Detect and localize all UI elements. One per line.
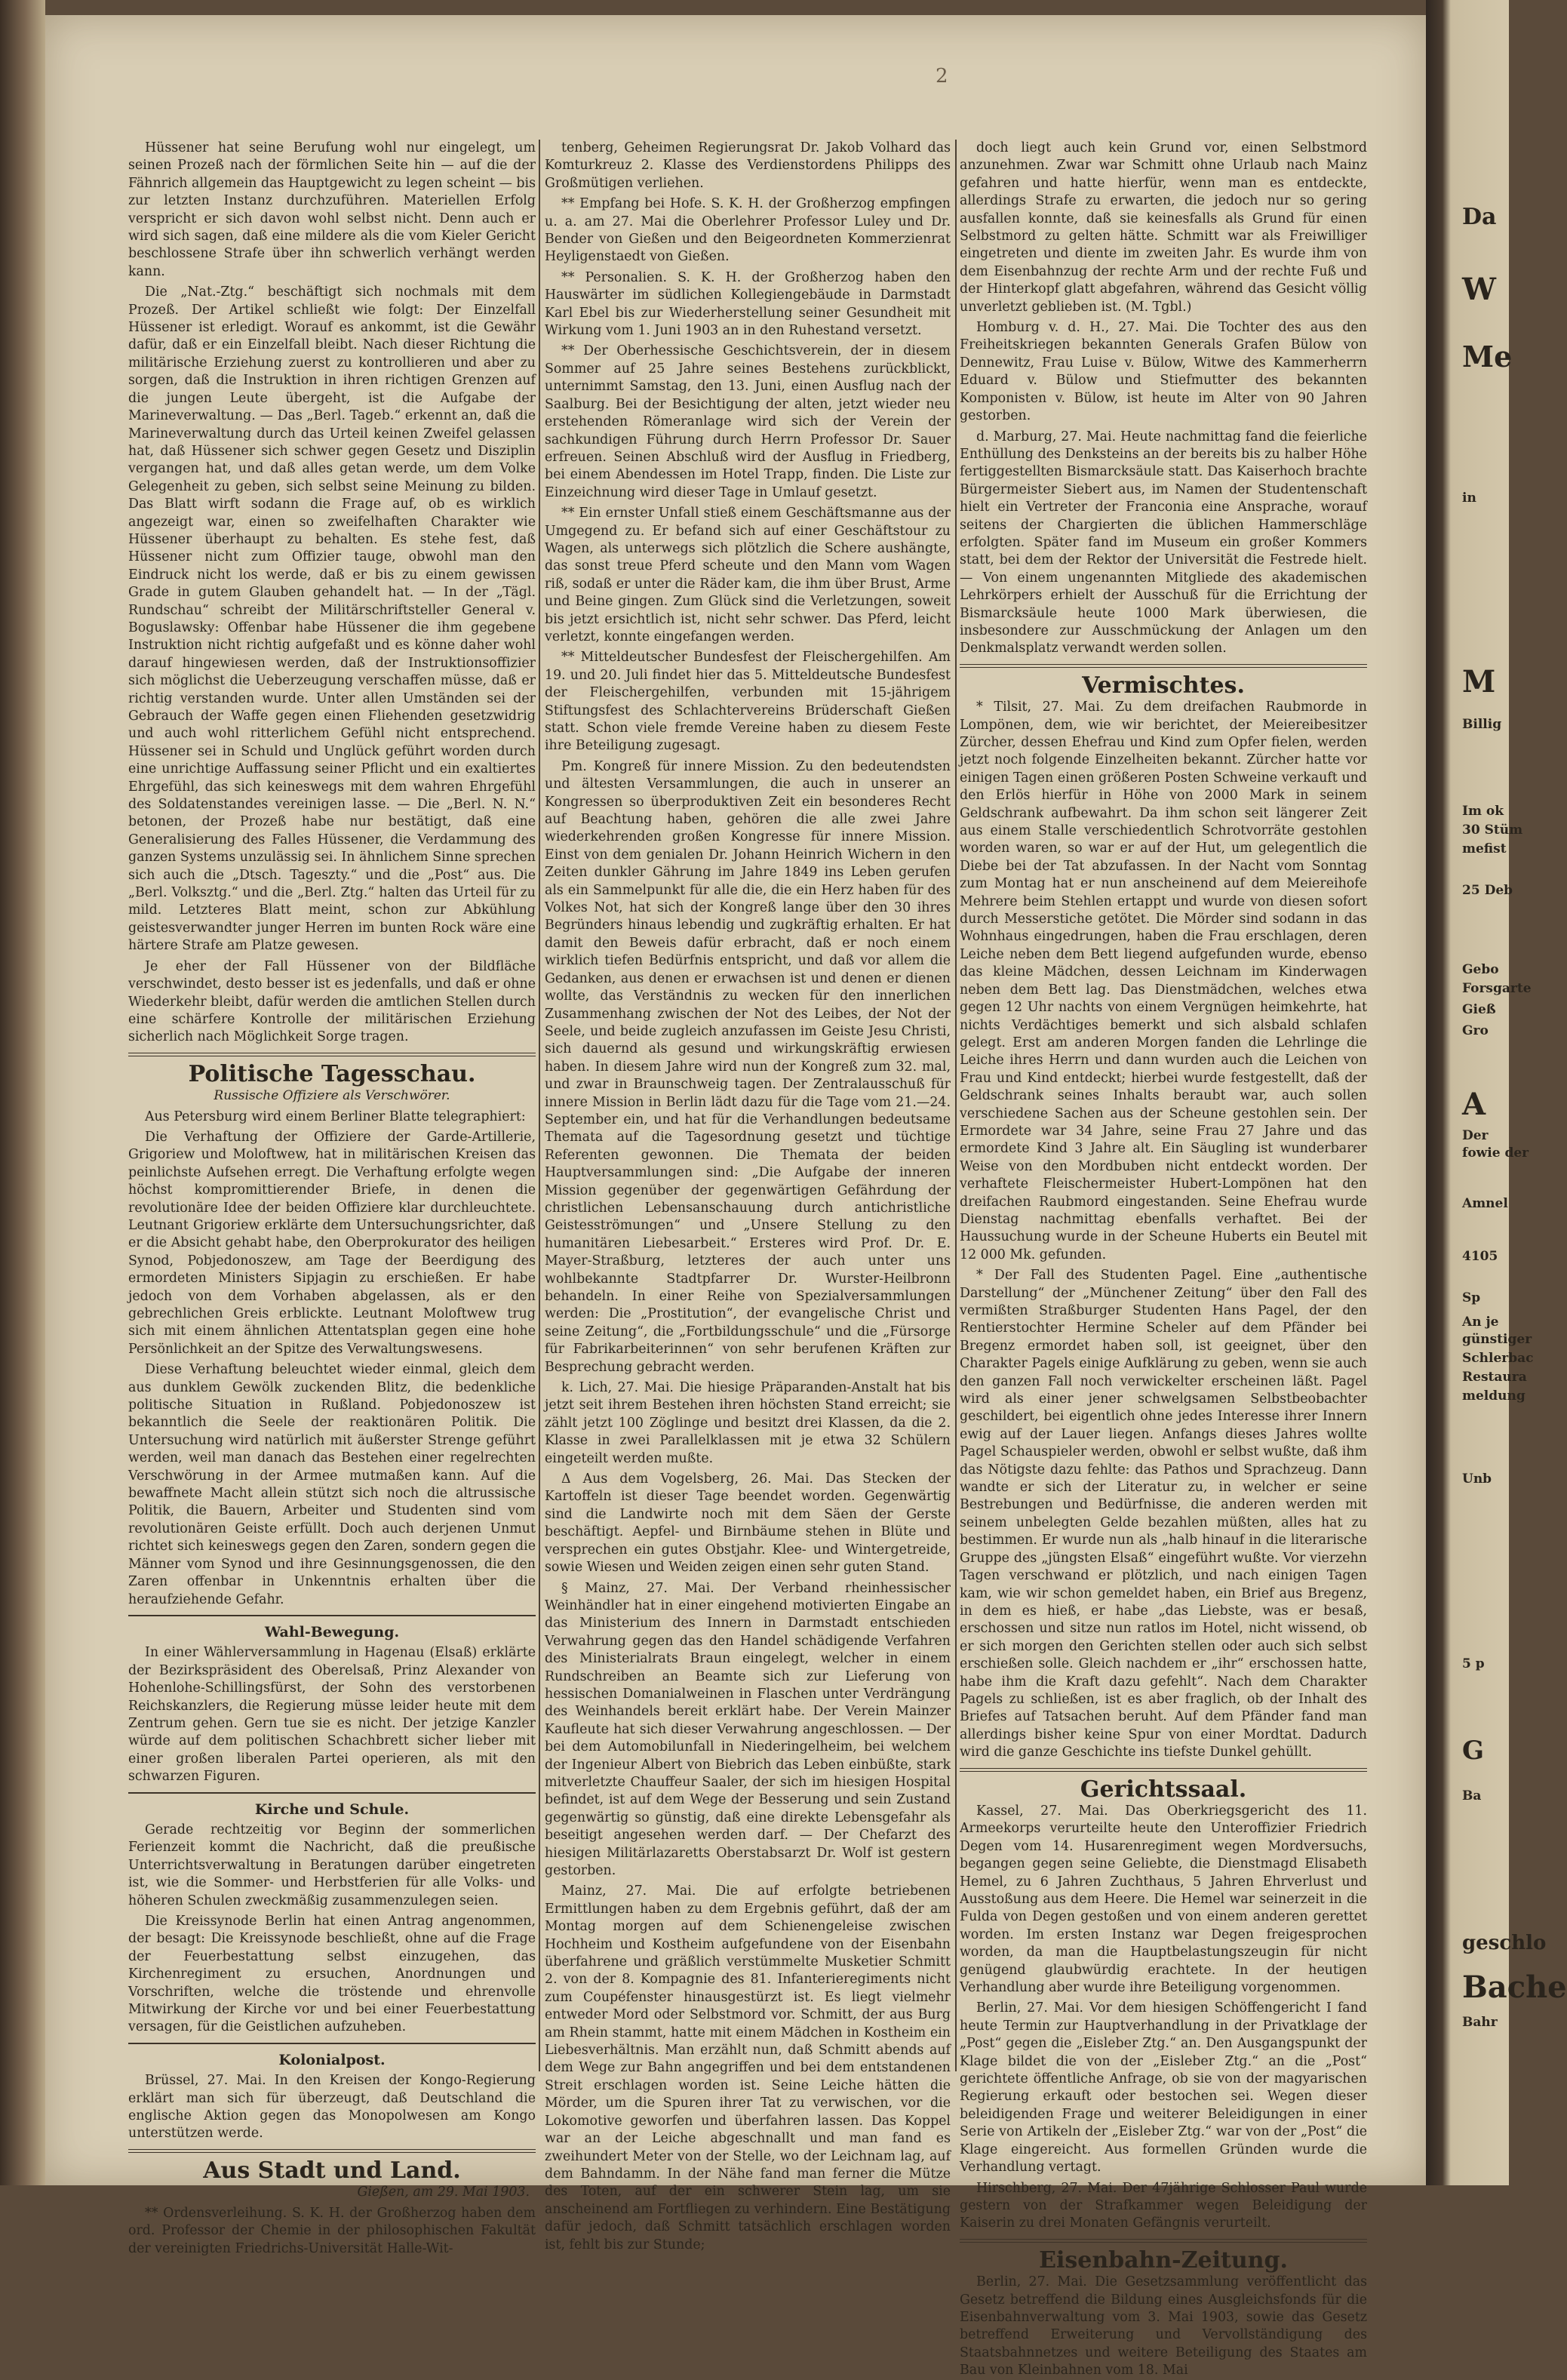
section-divider — [960, 2239, 1367, 2243]
article-paragraph: ** Personalien. S. K. H. der Großherzog haben den Hauswärter im südlichen Kollegiengebäude in Darmstadt Karl Ebel bis zur Wiederherstellung seiner Gesundheit mit Wirkung vom 1. Juni 1903 an in den Ruhestand versetzt. — [545, 269, 951, 339]
edge-fragment: Da — [1462, 204, 1497, 230]
edge-fragment: An je — [1462, 1315, 1499, 1330]
edge-fragment: 4105 — [1462, 1249, 1498, 1264]
article-paragraph: Gerade rechtzeitig vor Beginn der sommerlichen Ferienzeit kommt die Nachricht, daß die preußische Unterrichtsverwaltung in Beratungen darüber eingetreten ist, wie die Sommer- und Herbstferien für alle Volks- und höheren Schulen zweckmäßig zusammenzulegen seien. — [128, 1822, 536, 1908]
edge-fragment: Gro — [1462, 1023, 1489, 1038]
article-subheading: Russische Offiziere als Verschwörer. — [214, 1088, 450, 1104]
edge-fragment: Amnel — [1462, 1196, 1508, 1211]
edge-fragment: 25 Deb — [1462, 883, 1513, 898]
edge-fragment: Unb — [1462, 1471, 1492, 1487]
edge-fragment: Schlerbac — [1462, 1351, 1534, 1366]
section-heading-kolonial: Kolonialpost. — [278, 2051, 386, 2068]
article-paragraph: Mainz, 27. Mai. Die auf erfolgte betriebenen Ermittlungen haben zu dem Ergebnis geführt, daß der am Montag morgen auf dem Schienengeleise zwischen Hochheim und Kostheim aufgefundene von der Eisenbahn überfahrene und gräßlich verstümmelte Musketier Schmitt 2. von der 8. Kompagnie des 81. Infanterieregiments nicht zum Coupéfenster hinausgestürzt ist. Es liegt vielmehr entweder Mord oder Selbstmord vor. Schmitt, der aus Burg am Rhein stammt, hatte mit einem Mädchen in Kostheim ein Liebesverhältnis. Man erzählt nun, daß Schmitt abends auf dem Wege zur Bahn angegriffen und bei dem entstandenen Streit erschlagen worden ist. Seine Leiche hätten die Mörder, um die Spuren ihrer Tat zu verwischen, vor die Lokomotive geworfen und überfahren lassen. Das Koppel war an der Leiche abgeschnallt und man fand es zweihundert Meter von der Stelle, wo der Leichnam lag, auf dem Bahndamm. In der Nähe fand man ferner die Mütze des Toten, auf der ein schwerer Stein lag, um sie anscheinend am Fortfliegen zu verhindern. Eine Bestätigung dafür jedoch, daß Schmitt tatsächlich erschlagen worden ist, fehlt bis zur Stunde; — [545, 1883, 951, 2252]
edge-fragment: Bache — [1462, 1969, 1567, 2005]
edge-fragment: Gebo — [1462, 962, 1499, 977]
adjacent-page-edge — [1426, 0, 1567, 2185]
edge-fragment: Me — [1462, 340, 1513, 374]
edge-fragment: Bahr — [1462, 2015, 1498, 2030]
article-paragraph: Berlin, 27. Mai. Die Gesetzsammlung veröffentlicht das Gesetz betreffend die Bildung eines Ausgleichsfonds für die Eisenbahnverwaltung vom 3. Mai 1903, sowie das Gesetz betreffend Erweiterung und Vervollständigung des Staatsbahnnetzes und weitere Beteiligung des Staates am Bau von Kleinbahnen vom 18. Mai — [960, 2274, 1367, 2378]
article-paragraph: ** Ordensverleihung. S. K. H. der Großherzog haben dem ord. Professor der Chemie in der philosophischen Fakultät der vereinigten Friedrichs-Universität Halle-Wit- — [128, 2205, 536, 2256]
edge-fragment: Im ok — [1462, 804, 1504, 819]
article-paragraph: k. Lich, 27. Mai. Die hiesige Präparanden-Anstalt hat bis jetzt seit ihrem Bestehen ihren höchsten Stand erreicht; sie zählt jetzt 100 Zöglinge und besitzt drei Klassen, da die 2. Klasse in zwei Parallelklassen mit je etwa 32 Schülern eingeteilt werden mußte. — [545, 1380, 951, 1466]
edge-fragment: G — [1462, 1736, 1485, 1766]
article-paragraph: Pm. Kongreß für innere Mission. Zu den bedeutendsten und ältesten Versammlungen, die auch in unserer an Kongressen so überproduktiven Zeit ein besonderes Recht auf Beachtung haben, gehören die alle zwei Jahre wiederkehrenden großen Kongresse für innere Mission. Einst von dem genialen Dr. Johann Heinrich Wichern in den Zeiten dunkler Gährung im Jahre 1849 ins Leben gerufen als ein Sammelpunkt für alle die, die ein Herz haben für des Volkes Not, hat sich der Kongreß lange über den 30 ihres Begründers hinaus lebendig und zugkräftig erhalten. Er hat damit den Beweis dafür erbracht, daß er noch einem wirklich tiefen Bedürfnis entspricht, und daß vor allem die Gedanken, aus denen er erwachsen ist und denen er dienen wollte, das Verständnis zu wecken für den innerlichen Zusammenhang zwischen der Not des Leibes, der Not der Seele, und beide zugleich anzufassen im Geiste Jesu Christi, sich dauernd als gesund und wirkungskräftig erwiesen haben. In diesem Jahre wird nun der Kongreß zum 32. mal, und zwar in Braunschweig tagen. Der Zentralausschuß für innere Mission in Berlin lädt dazu für die Tage vom 21.—24. September ein, und hat für die Verhandlungen bedeutsame Themata auf die Tagesordnung gesetzt und tüchtige Referenten gewonnen. Die Themata der beiden Hauptversammlungen sind: „Die Aufgabe der inneren Mission gegenüber der gegenwärtigen Gefährdung der christlichen Lebensanschauung durch antichristliche Geistesströmungen“ und „Unsere Stellung zu den humanitären Liebesarbeit.“ Ersteres wird Prof. Dr. E. Mayer-Straßburg, letzteres der auch unter uns wohlbekannte Stadtpfarrer Dr. Wurster-Heilbronn behandeln. In einer Reihe von Spezialversammlungen werden: Die „Prostitution“, der evangelische Christ und seine Zeitung“, die „Fortbildungsschule“ und die „Fürsorge für Fabrikarbeiterinnen“ von sehr berufenen Kräften zur Besprechung gebracht werden. — [545, 758, 951, 1375]
article-paragraph: Die Kreissynode Berlin hat einen Antrag angenommen, der besagt: Die Kreissynode beschließt, ohne auf die Frage der Feuerbestattung selbst einzugehen, das Kirchenregiment zu ersuchen, Anordnungen und Vorschriften, welche die tröstende und ehrenvolle Mitwirkung der Kirche vor und bei einer Feuerbestattung versagen, für die Geistlichen aufzuheben. — [128, 1914, 536, 2035]
section-heading-stadt: Aus Stadt und Land. — [203, 2157, 461, 2184]
column-rule — [539, 140, 540, 2071]
article-paragraph: ** Mitteldeutscher Bundesfest der Fleischergehilfen. Am 19. und 20. Juli findet hier das 5. Mitteldeutsche Bundesfest der Fleischergehilfen, verbunden mit 15-jährigem Stiftungsfest des Schlachtervereins Brüderschaft Gießen statt. Schon viele fremde Vereine haben zu diesem Feste ihre Beteiligung zugesagt. — [545, 650, 951, 754]
section-heading-gerichtssaal: Gerichtssaal. — [1080, 1776, 1247, 1803]
edge-fragment: fowie der — [1462, 1145, 1529, 1161]
article-paragraph: Brüssel, 27. Mai. In den Kreisen der Kongo-Regierung erklärt man sich für überzeugt, daß Deutschland die englische Aktion gegen das Monopolwesen am Kongo unterstützen werde. — [128, 2073, 536, 2142]
edge-fragment: Sp — [1462, 1290, 1481, 1305]
edge-fragment: W — [1462, 272, 1496, 307]
edge-fragment: Ba — [1462, 1788, 1482, 1803]
article-paragraph: doch liegt auch kein Grund vor, einen Selbstmord anzunehmen. Zwar war Schmitt ohne Urlaub nach Mainz gefahren und hatte hierfür, wenn man es entdeckte, allerdings Strafe zu erwarten, die jedoch nur so gering ausfallen konnte, daß sie keinesfalls als Grund für einen Selbstmord zu gelten hätte. Schmitt war als Freiwilliger eingetreten und diente im zweiten Jahr. Es wurde ihm von dem Eisenbahnzug der rechte Arm und der rechte Fuß und der Hinterkopf glatt abgefahren, während das Gesicht völlig unverletzt geblieben ist. (M. Tgbl.) — [960, 140, 1367, 315]
edge-fragment: geschlo — [1462, 1932, 1547, 1954]
edge-fragment: in — [1462, 490, 1476, 506]
article-paragraph: In einer Wählerversammlung in Hagenau (Elsaß) erklärte der Bezirkspräsident des Oberelsaß, Prinz Alexander von Hohenlohe-Schillingsfürst, der Sohn des verstorbenen Reichskanzlers, die Regierung müsse leider heute mit dem Zentrum gehen. Gern tue sie es nicht. Der jetzige Kanzler würde auf dem politischen Schachbrett sicher lieber mit einer großen liberalen Partei operieren, als mit den schwarzen Figuren. — [128, 1645, 536, 1785]
article-paragraph: Diese Verhaftung beleuchtet wieder einmal, gleich dem aus dunklem Gewölk zuckenden Blitz, die bedenkliche politische Situation in Rußland. Pobjedonoszew ist bekanntlich die Seele der reaktionären Politik. Die Untersuchung wird natürlich mit äußerster Strenge geführt werden, weil man danach das Bestehen einer regelrechten Verschwörung in der Armee mutmaßen kann. Auf die bewaffnete Macht allein stützt sich noch die altrussische Politik, die Bauern, Arbeiter und Studenten sind vom revolutionären Geiste erfüllt. Doch auch derjenen Unmut richtet sich keineswegs gegen den Zaren, sondern gegen die Männer vom Synod und ihre Gesinnungsgenossen, die den Zaren offenbar in Unkenntnis erhalten über die heraufziehende Gefahr. — [128, 1362, 536, 1607]
article-paragraph: § Mainz, 27. Mai. Der Verband rheinhessischer Weinhändler hat in einer eingehend motivierten Eingabe an das Ministerium des Innern in Darmstadt entschieden Verwahrung gegen das den Handel schädigende Verfahren des Ministerialrats Braun eingelegt, welcher in einem Rundschreiben an Beamte sich zur Lieferung von hessischen Domanialweinen in Flaschen unter Verdrängung des Weinhandels bereit erklärt habe. Der Verein Mainzer Kaufleute hat sich dieser Verwahrung angeschlossen. — Der bei dem Automobilunfall in Niederingelheim, bei welchem der Ingenieur Albert von Biebrich das Leben einbüßte, stark mitverletzte Chauffeur Saaler, der sich im hiesigen Hospital befindet, ist auf dem Wege der Besserung und sein Zustand gegenwärtig so günstig, daß eine direkte Lebensgefahr als beseitigt angesehen werden darf. — Der Chefarzt des hiesigen Militärlazaretts Oberstabsarzt Dr. Wolf ist gestern gestorben. — [545, 1580, 951, 1878]
article-paragraph: Hüssener hat seine Berufung wohl nur eingelegt, um seinen Prozeß nach der förmlichen Seite hin — auf die der Fähnrich allgemein das Hauptgewicht zu legen scheint — bis zur letzten Instanz durchzuführen. Materiellen Erfolg verspricht er sich davon wohl selbst nicht. Denn auch er wird sich sagen, daß eine mildere als die vom Kieler Gericht beschlossene Strafe über ihn schwerlich verhängt werden kann. — [128, 140, 536, 279]
edge-fragment: günstiger — [1462, 1332, 1532, 1347]
article-paragraph: Hirschberg, 27. Mai. Der 47jährige Schlosser Paul wurde gestern von der Strafkammer wegen Beleidigung der Kaiserin zu drei Monaten Gefängnis verurteilt. — [960, 2180, 1367, 2231]
edge-fragment: meldung — [1462, 1388, 1526, 1404]
section-divider — [128, 1615, 536, 1616]
article-paragraph: Die „Nat.-Ztg.“ beschäftigt sich nochmals mit dem Prozeß. Der Artikel schließt wie folgt: Der Einzelfall Hüssener ist erledigt. Worauf es ankommt, ist die Gewähr dafür, daß er ein Einzelfall bleibt. Nach dieser Richtung die militärische Erziehung zuerst zu kontrollieren und aber zu sorgen, daß die Instruktion in ihren richtigen Grenzen auf die jungen Leute übergeht, ist die Aufgabe der Marineverwaltung. — Das „Berl. Tageb.“ erkennt an, daß die Marineverwaltung durch das Urteil keinen Zweifel gelassen hat, daß Hüssener sich schwer gegen Gesetz und Disziplin vergangen hat, und daß alles getan werde, um dem Volke Gelegenheit zu geben, sich selbst seine Meinung zu bilden. Das Blatt wirft sodann die Frage auf, ob es wirklich angezeigt war, einen so zweifelhaften Charakter wie Hüssener überhaupt zu behalten. Es stehe fest, daß Hüssener nicht zum Offizier tauge, obwohl man den Eindruck nicht los werde, daß er bis zu einem gewissen Grade in gutem Glauben gehandelt hat. — In der „Tägl. Rundschau“ schreibt der Militärschriftsteller General v. Boguslawsky: Offenbar habe Hüssener die ihm gegebene Instruktion nicht richtig aufgefaßt und es könne daher wohl darauf hingewiesen werden, daß der Instruktionsoffizier sich möglichst die Ueberzeugung verschaffen müsse, daß er richtig verstanden wurde. Unter allen Umständen sei der Gebrauch der Waffe gegen einen Fliehenden gesetzwidrig und auch wohl ritterlichem Gefühl nicht entsprechend. Hüssener sei in Schuld und Unglück geführt worden durch eine unrichtige Auffassung seiner Pflicht und ein exaltiertes Ehrgefühl, das sich keineswegs mit dem wahren Ehrgefühl des Soldatenstandes vereinigen lasse. — Die „Berl. N. N.“ betonen, der Prozeß habe nur bestätigt, daß eine Generalisierung des Falles Hüssener, die Verdammung des ganzen Systems unzulässig sei. In ähnlichem Sinne sprechen sich auch die „Dtsch. Tageszty.“ und die „Post“ aus. Die „Berl. Volksztg.“ und die „Berl. Ztg.“ halten das Urteil für zu mild. Letzteres Blatt meint, schon zur Abkühlung geistesverwandter junger Herren im bunten Rock wäre eine härtere Strafe am Platze gewesen. — [128, 284, 536, 954]
section-heading-vermischtes: Vermischtes. — [1082, 672, 1245, 699]
article-paragraph: Aus Petersburg wird einem Berliner Blatte telegraphiert: — [145, 1109, 526, 1124]
edge-fragment: Der — [1462, 1128, 1489, 1143]
edge-fragment: 5 p — [1462, 1656, 1485, 1671]
column-2 — [545, 140, 951, 2252]
section-divider — [128, 2149, 536, 2153]
edge-fragment: A — [1462, 1087, 1486, 1122]
edge-fragment: mefist — [1462, 841, 1507, 856]
edge-fragment: Forsgarte — [1462, 981, 1532, 996]
section-heading-kirche: Kirche und Schule. — [254, 1800, 410, 1818]
edge-fragment: Billig — [1462, 717, 1502, 732]
page-number: 2 — [936, 65, 948, 88]
article-paragraph: ** Ein ernster Unfall stieß einem Geschäftsmanne aus der Umgegend zu. Er befand sich auf einer Geschäftstour zu Wagen, als unterwegs sich plötzlich die Schere aushängte, das sonst treue Pferd scheute und den Mann vom Wagen riß, sodaß er unter die Räder kam, die ihm über Brust, Arme und Beine gingen. Zum Glück sind die Verletzungen, soweit bis jetzt ersichtlich ist, nicht sehr schwer. Das Pferd, leicht verletzt, konnte eingefangen werden. — [545, 506, 951, 644]
column-1 — [128, 140, 536, 2256]
column-rule — [955, 140, 957, 2071]
section-heading-wahl: Wahl-Bewegung. — [264, 1623, 400, 1640]
section-divider — [128, 1053, 536, 1056]
edge-fragment: Restaura — [1462, 1370, 1527, 1385]
article-paragraph: * Der Fall des Studenten Pagel. Eine „authentische Darstellung“ der „Münchener Zeitung“ über den Fall des vermißten Straßburger Studenten Hans Pagel, der den Rentierstochter Hermine Scheler auf dem Pfänder bei Bregenz ermordet haben soll, ist geeignet, über den Charakter Pagels einige Aufklärung zu geben, wenn sie auch den ganzen Fall noch verwickelter erscheinen läßt. Pagel wird als einer jener schwelgsamen Selbstbeobachter geschildert, bei eigentlich ohne jedes Interesse ihrer Innern ewig auf der Lauer liegen. Anfangs dieses Jahres wollte Pagel Schauspieler werden, obwohl er selbst wußte, daß ihm das Nötigste dazu fehlte: das Pathos und Sprachzeug. Dann wandte er sich der Literatur zu, in welcher er seine Bestrebungen und Bedürfnisse, die anderen werden mit seinem unbelegten Gelde bezahlen müßten, alles hat zu bestimmen. Er wurde nun als „halb hinauf in die literarische Gruppe des „jüngsten Elsaß“ eingeführt wußte. Vor vierzehn Tagen verschwand er plötzlich, und nach einigen Tagen kam, wie wir schon gemeldet haben, ein Brief aus Bregenz, in dem es hieß, er habe „das Liebste, was er besaß, erschossen und sitze nun ratlos im Hotel, nicht wissend, ob er sich morgen den Gerichten stellen oder auch sich selbst erschießen solle. Gleich nachdem er „ihr“ erschossen hatte, habe ihm die Kraft dazu gefehlt“. Nach dem Charakter Pagels zu schließen, ist es aber fraglich, ob der Inhalt des Briefes auf Tatsachen beruht. Auf dem Pfänder fand man allerdings bisher keine Spur von einer Mordtat. Dadurch wird die ganze Geschichte ins tiefste Dunkel gehüllt. — [960, 1268, 1367, 1760]
section-divider — [128, 1792, 536, 1794]
section-divider — [960, 664, 1367, 668]
article-paragraph: tenberg, Geheimen Regierungsrat Dr. Jakob Volhard das Komturkreuz 2. Klasse des Verdienstordens Philipps des Großmütigen verliehen. — [545, 140, 951, 191]
article-paragraph: ** Der Oberhessische Geschichtsverein, der in diesem Sommer auf 25 Jahre seines Bestehens zurückblickt, unternimmt Samstag, den 13. Juni, einen Ausflug nach der Saalburg. Bei der Besichtigung der alten, jetzt wieder neu erstehenden Römeranlage wird sich der Verein der sachkundigen Führung durch Herrn Professor Dr. Sauer erfreuen. Seinen Abschluß wird der Ausflug in Friedberg, bei einem Abendessen im Hotel Trapp, finden. Die Liste zur Einzeichnung wird dieser Tage in Umlauf gesetzt. — [545, 343, 951, 500]
article-paragraph: Berlin, 27. Mai. Vor dem hiesigen Schöffengericht I fand heute Termin zur Hauptverhandlung in der Privatklage der „Post“ gegen die „Eisleber Ztg.“ an. Den Ausgangspunkt der Klage bildet die von der „Eisleber Ztg.“ an die „Post“ gerichtete öffentliche Anfrage, ob sie von der magyarischen Regierung erkauft oder bestochen sei. Wegen dieser beleidigenden Frage und weiterer Beleidigungen in einer Serie von Artikeln der „Eisleber Ztg.“ war von der „Post“ die Klage eingereicht. Aus formellen Gründen wurde die Verhandlung vertagt. — [960, 2000, 1367, 2176]
section-heading-eisenbahn: Eisenbahn-Zeitung. — [1039, 2246, 1288, 2274]
article-paragraph: Je eher der Fall Hüssener von der Bildfläche verschwindet, desto besser ist es jedenfalls, und daß er ohne Wiederkehr bleibt, dafür werden die amtlichen Stellen durch eine schärfere Kontrolle der militärischen Erziehung sicherlich nach Möglichkeit Sorge tragen. — [128, 958, 536, 1045]
article-paragraph: * Tilsit, 27. Mai. Zu dem dreifachen Raubmorde in Lompönen, dem, wie wir berichtet, der Meiereibesitzer Zürcher, dessen Ehefrau und Kind zum Opfer fielen, werden jetzt noch folgende Einzelheiten bekannt. Zürcher hatte vor einigen Tagen einen größeren Posten Schweine verkauft und den Erlös hierfür in Höhe von 2000 Mark in seinem Geldschrank aufbewahrt. Da ihm schon seit längerer Zeit aus einem Stalle verschiedentlich Schrotvorräte gestohlen worden waren, so war er auf der Hut, um gelegentlich die Diebe bei der Tat abzufassen. In der Nacht vom Sonntag zum Montag hat er nun anscheinend auf dem Meiereihofe Mehrere beim Stehlen ertappt und wurde von diesen sofort durch Messerstiche getötet. Die Mörder sind sodann in das Wohnhaus eingedrungen, haben die Frau erschlagen, deren Leiche neben dem Bett liegend aufgefunden wurde, ebenso das kleine Mädchen, dessen Leichnam im Kinderwagen neben dem Bett lag. Das Dienstmädchen, welches etwa gegen 12 Uhr nachts von einem Vergnügen heimkehrte, hat nichts Verdächtiges bemerkt und sich alsbald schlafen gelegt. Erst am anderen Morgen fanden die Lehrlinge die Leiche ihres Herrn und dann wurden auch die Leichen von Frau und Kind entdeckt; hierbei wurde festgestellt, daß der Geldschrank seines Inhalts beraubt war, auch sollen verschiedene Sachen aus der Scheune gestohlen sein. Der Ermordete war 34 Jahre, seine Frau 27 Jahre und das ermordete Kind 3 Jahre alt. Ein Säugling ist wunderbarer Weise von den Mordbuben nicht entdeckt worden. Der verhaftete Fleischermeister Hubert-Lompönen hat den dreifachen Raubmord eingestanden. Seine Ehefrau wurde Dienstag nachmittag ebenfalls verhaftet. Bei der Haussuchung wurde in der Scheune Huberts ein Beutel mit 12 000 Mk. gefunden. — [960, 700, 1367, 1262]
dateline: Gießen, am 29. Mai 1903. — [357, 2185, 530, 2200]
article-paragraph: Die Verhaftung der Offiziere der Garde-Artillerie, Grigoriew und Moloftwew, hat in militärischen Kreisen das peinlichste Aufsehen erregt. Die Verhaftung erfolgte wegen höchst kompromittierender Briefe, in denen die revolutionäre Idee der beiden Offiziere klar durchleuchtete. Leutnant Grigoriew erklärte dem Untersuchungsrichter, daß er die Absicht gehabt habe, den Oberprokurator des heiligen Synod, Pobjedonoszew, am Tage der Beerdigung des ermordeten Ministers Sipjagin zu erschießen. Er habe jedoch von dem Vorhaben abgelassen, als er den gebrechlichen Greis erblickte. Leutnant Moloftwew trug sich mit einem ähnlichen Attentatsplan gegen eine hohe Persönlichkeit an der Spitze des Verwaltungswesens. — [128, 1129, 536, 1357]
article-paragraph: Δ Aus dem Vogelsberg, 26. Mai. Das Stecken der Kartoffeln ist dieser Tage beendet worden. Gegenwärtig sind die Landwirte noch mit dem Säen der Gerste beschäftigt. Aepfel- und Birnbäume stehen in Blüte und versprechen ein gutes Obstjahr. Klee- und Wintergetreide, sowie Wiesen und Weiden zeigen einen sehr guten Stand. — [545, 1471, 951, 1576]
article-paragraph: Homburg v. d. H., 27. Mai. Die Tochter des aus den Freiheitskriegen bekannten Generals Grafen Bülow von Dennewitz, Frau Luise v. Bülow, Witwe des Kammerherrn Eduard v. Bülow und Stiefmutter des bekannten Komponisten v. Bülow, ist heute im Alter von 90 Jahren gestorben. — [960, 320, 1367, 424]
section-divider — [960, 1768, 1367, 1772]
edge-fragment: M — [1462, 664, 1496, 700]
article-paragraph: d. Marburg, 27. Mai. Heute nachmittag fand die feierliche Enthüllung des Denksteins an der bereits bis zu halber Höhe fertiggestellten Bismarcksäule statt. Das Kaiserhoch brachte Bürgermeister Siebert aus, im Namen der Studentenschaft hielt ein Vertreter der Franconia eine Ansprache, worauf seitens der Chargierten die üblichen Hammerschläge erfolgten. Später fand im Museum ein großer Kommers statt, bei dem der Rektor der Universität die Festrede hielt. — Von einem ungenannten Mitgliede des akademischen Lehrkörpers erhielt der Ausschuß für die Errichtung der Bismarcksäule heute 1000 Mark überwiesen, die insbesondere zur Ausschmückung der Anlagen um den Denkmalsplatz verwandt werden sollen. — [960, 429, 1367, 656]
column-3 — [960, 140, 1367, 2378]
article-paragraph: Kassel, 27. Mai. Das Oberkriegsgericht des 11. Armeekorps verurteilte heute den Unteroffizier Friedrich Degen vom 14. Husarenregiment wegen Mordversuchs, begangen gegen seine Geliebte, die Dienstmagd Elisabeth Hemel, zu 6 Jahren Zuchthaus, 5 Jahren Ehrverlust und Ausstoßung aus dem Heere. Die Hemel war seinerzeit in die Fulda von Degen gestoßen und von einem anderen gerettet worden. Im ersten Instanz war Degen freigesprochen worden, da man die Hauptbelastungszeugin für nicht genügend glaubwürdig erachtete. In der heutigen Verhandlung aber wurde ihre Beteiligung vorgenommen. — [960, 1803, 1367, 1996]
edge-fragment: Gieß — [1462, 1002, 1496, 1017]
article-paragraph: ** Empfang bei Hofe. S. K. H. der Großherzog empfingen u. a. am 27. Mai die Oberlehrer Professor Luley und Dr. Bender von Gießen und den Beigeordneten Kommerzienrat Heyligenstaedt von Gießen. — [545, 196, 951, 265]
section-heading-politik: Politische Tagesschau. — [188, 1060, 476, 1087]
section-divider — [128, 2043, 536, 2044]
edge-fragment: 30 Stüm — [1462, 823, 1523, 838]
book-binding — [0, 0, 45, 2185]
